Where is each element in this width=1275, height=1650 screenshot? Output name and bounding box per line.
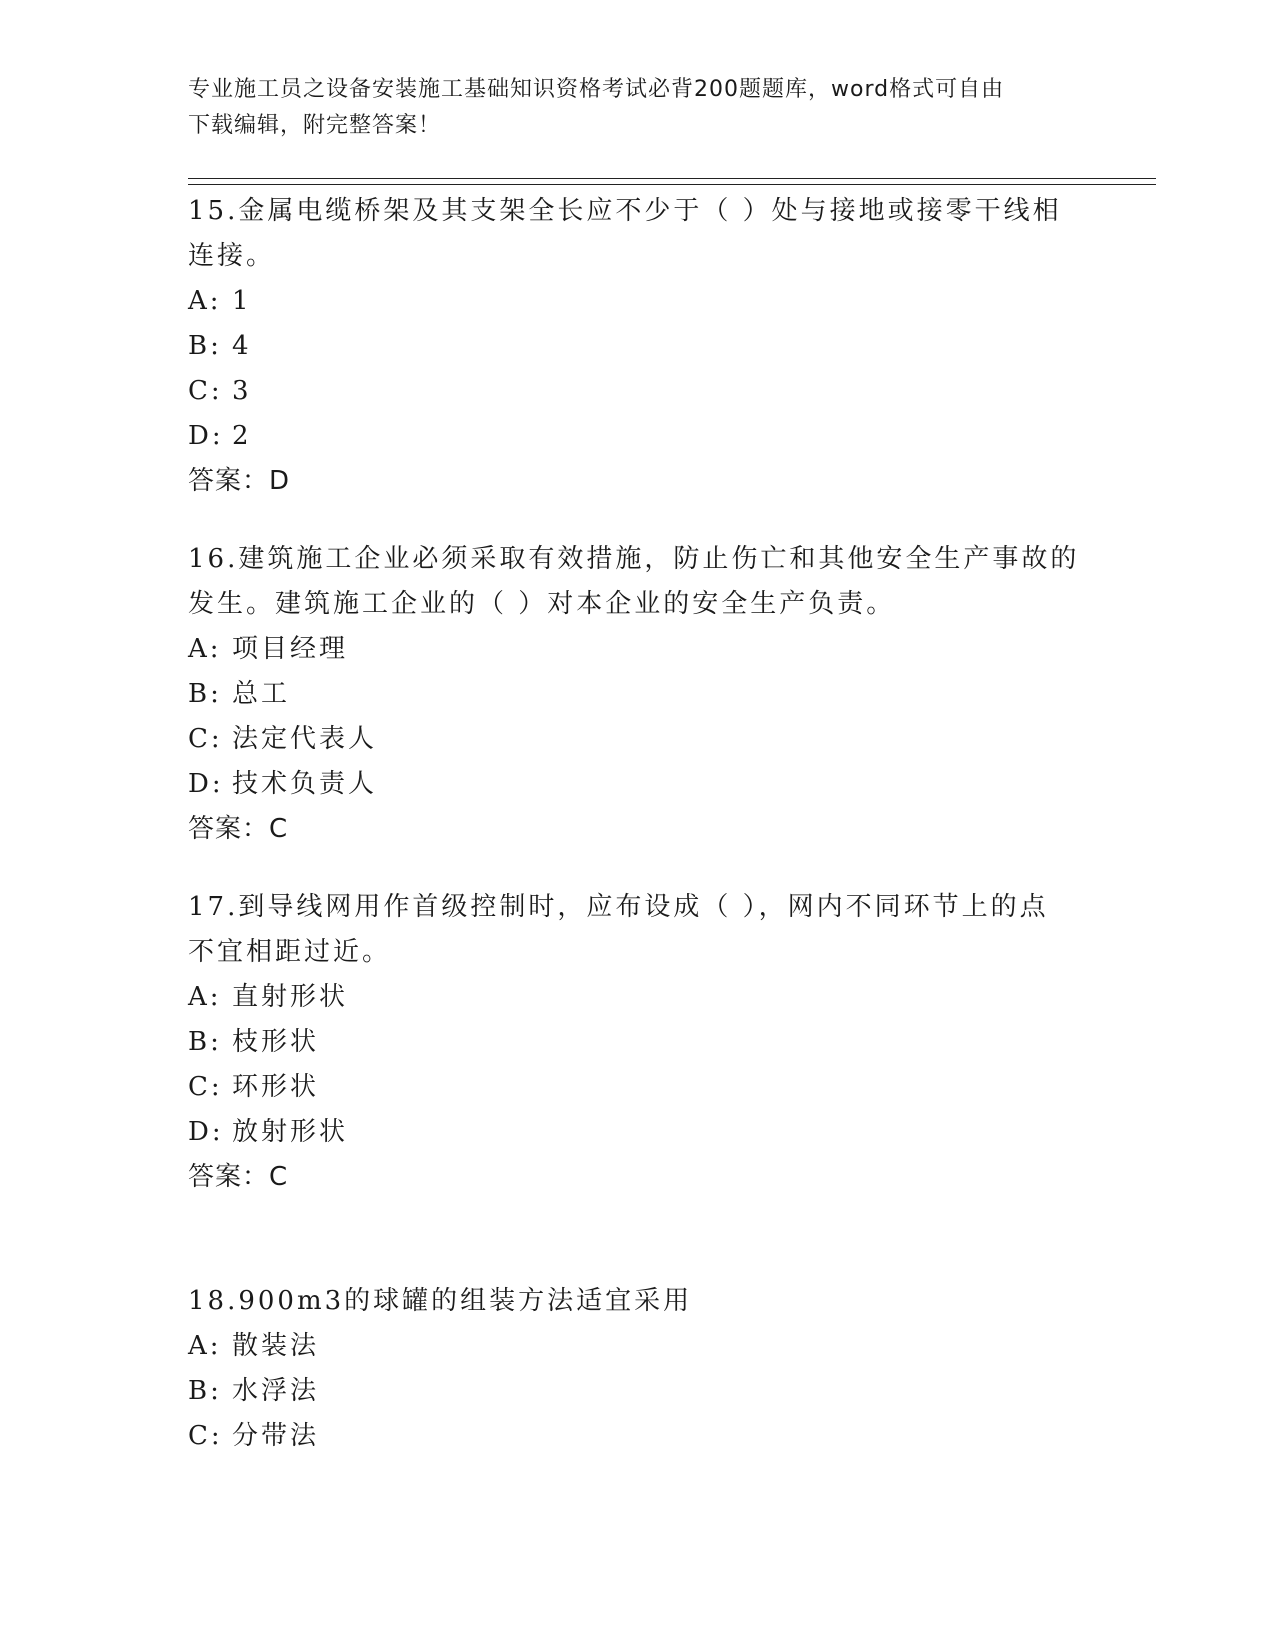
option-text: 技术负责人 bbox=[232, 769, 378, 799]
option-text: 总工 bbox=[232, 679, 291, 709]
answer: 答案：C bbox=[188, 1162, 289, 1192]
option-c bbox=[188, 369, 1088, 414]
question-17 bbox=[188, 885, 1088, 1200]
option-text: 放射形状 bbox=[232, 1117, 349, 1147]
option-letter: B: bbox=[188, 679, 222, 709]
header-line-1: 专业施工员之设备安装施工基础知识资格考试必背200题题库，word格式可自由 bbox=[188, 77, 1005, 102]
option-a bbox=[188, 1324, 1088, 1369]
question-text-line: 连接。 bbox=[188, 241, 276, 271]
option-text: 项目经理 bbox=[232, 634, 349, 664]
option-letter: A: bbox=[188, 634, 222, 664]
option-b bbox=[188, 672, 1088, 717]
option-letter: A: bbox=[188, 1331, 222, 1361]
option-letter: D: bbox=[188, 421, 224, 451]
option-a bbox=[188, 279, 1088, 324]
question-text bbox=[188, 189, 1088, 279]
option-letter: C: bbox=[188, 724, 223, 754]
question-text bbox=[188, 885, 1088, 975]
question-text bbox=[188, 537, 1088, 627]
option-a bbox=[188, 975, 1088, 1020]
question-16 bbox=[188, 537, 1088, 852]
option-text: 法定代表人 bbox=[232, 724, 378, 754]
question-text-line: 16.建筑施工企业必须采取有效措施，防止伤亡和其他安全生产事故的 bbox=[188, 544, 1080, 574]
answer: 答案：C bbox=[188, 814, 289, 844]
question-text-line: 发生。建筑施工企业的（ ）对本企业的安全生产负责。 bbox=[188, 589, 896, 619]
option-letter: D: bbox=[188, 1117, 224, 1147]
option-d bbox=[188, 762, 1088, 807]
option-d bbox=[188, 1110, 1088, 1155]
option-b bbox=[188, 1020, 1088, 1065]
option-c bbox=[188, 1065, 1088, 1110]
question-text bbox=[188, 1279, 1088, 1324]
option-a bbox=[188, 627, 1088, 672]
option-b bbox=[188, 1369, 1088, 1414]
option-text: 1 bbox=[232, 286, 252, 316]
option-letter: B: bbox=[188, 1376, 222, 1406]
header-line-2: 下载编辑，附完整答案！ bbox=[188, 113, 442, 138]
option-text: 3 bbox=[232, 376, 252, 406]
header-divider-bottom bbox=[188, 184, 1156, 185]
header-divider-top bbox=[188, 178, 1156, 179]
option-letter: B: bbox=[188, 1027, 222, 1057]
question-text-line: 17.到导线网用作首级控制时，应布设成（ ），网内不同环节上的点 bbox=[188, 892, 1049, 922]
option-d bbox=[188, 414, 1088, 459]
option-text: 水浮法 bbox=[232, 1376, 320, 1406]
option-text: 环形状 bbox=[232, 1072, 320, 1102]
option-c bbox=[188, 717, 1088, 762]
option-letter: A: bbox=[188, 286, 222, 316]
option-text: 散装法 bbox=[232, 1331, 320, 1361]
option-text: 2 bbox=[232, 421, 252, 451]
option-letter: D: bbox=[188, 769, 224, 799]
option-letter: C: bbox=[188, 1072, 223, 1102]
option-text: 4 bbox=[232, 331, 252, 361]
question-18 bbox=[188, 1279, 1088, 1459]
option-c bbox=[188, 1414, 1088, 1459]
document-header bbox=[188, 72, 1088, 144]
option-text: 分带法 bbox=[232, 1421, 320, 1451]
option-letter: A: bbox=[188, 982, 222, 1012]
option-b bbox=[188, 324, 1088, 369]
option-letter: C: bbox=[188, 1421, 223, 1451]
question-text-line: 18.900m3的球罐的组装方法适宜采用 bbox=[188, 1286, 693, 1316]
question-15 bbox=[188, 189, 1088, 504]
option-text: 枝形状 bbox=[232, 1027, 320, 1057]
option-letter: B: bbox=[188, 331, 222, 361]
option-text: 直射形状 bbox=[232, 982, 349, 1012]
option-letter: C: bbox=[188, 376, 223, 406]
answer: 答案：D bbox=[188, 466, 291, 496]
question-text-line: 不宜相距过近。 bbox=[188, 937, 392, 967]
question-text-line: 15.金属电缆桥架及其支架全长应不少于（ ）处与接地或接零干线相 bbox=[188, 196, 1062, 226]
